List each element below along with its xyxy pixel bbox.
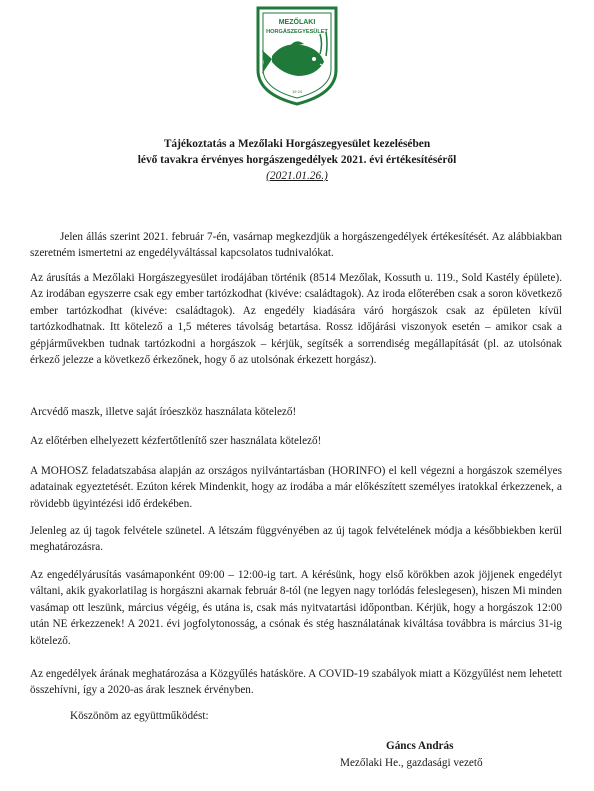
document-title xyxy=(40,136,554,184)
svg-text:19 24: 19 24 xyxy=(291,89,303,94)
fish-emblem-icon xyxy=(250,4,344,106)
signature-name: Gáncs András xyxy=(386,740,454,752)
paragraph-intro: Jelen állás szerint 2021. február 7-én, vasárnap megkezdjük a horgászengedélyek értékesítését. Az alábbiakban szeretném ismertetni az engedélyváltással kapcsolatos tudnivalókat. xyxy=(30,231,562,260)
signature-role: Mezőlaki He., gazdasági vezető xyxy=(340,757,483,769)
paragraph-mask-rule: Arcvédő maszk, illetve saját íróeszköz használata kötelező! xyxy=(30,406,297,418)
closing-line: Köszönöm az együttműködést: xyxy=(70,710,209,722)
association-logo xyxy=(250,4,344,106)
paragraph-location: Az árusítás a Mezőlaki Horgászegyesület irodájában történik (8514 Mezőlak, Kossuth u. 119., Sold Kastély épülete). Az irodában egyszerre csak egy ember tartózkodhat (kivéve: családtagok). Az iroda előterében csak a soron következő ember tartózkodhat (kivéve: családtagok). Az engedély kiadására váró horgászok csak az épületen kívül tartózkodhatnak. Itt kötelező a 1,5 méteres távolság betartása. Rossz időjárási viszonyok esetén – amikor csak a gépjárművekben tudnak tartózkodni a horgászok – kérjük, segítsék a sorrendiség megállapítását (pl. az utolsónak érkező jelezze a következő érkezőnek, hogy ő az utolsónak érkezett horgász). xyxy=(30,272,562,367)
paragraph-sanitizer-rule: Az előtérben elhelyezett kézfertőtlenítő szer használata kötelező! xyxy=(30,435,322,447)
svg-text:MEZŐLAKI: MEZŐLAKI xyxy=(278,19,316,26)
svg-text:HORGÁSZEGYESÜLET: HORGÁSZEGYESÜLET xyxy=(266,29,328,35)
paragraph-new-members: Jelenleg az új tagok felvétele szünetel. A létszám függvényében az új tagok felvételének módja a későbbiekben kerül meghatározásra. xyxy=(30,525,562,554)
paragraph-sales-hours: Az engedélyárusítás vasámaponként 09:00 – 12:00-ig tart. A kérésünk, hogy első körökben azok jöjjenek engedélyt váltani, akik gyakorlatilag is horgászni akarnak február 8-tól (ne legyen nagy torlódás feleslegesen), hiszen Mi minden vasámap ott leszünk, március végéig, és utána is, csak más nyitvatartási időpontban. Kérjük, hogy a horgászok 12:00 után NE érkezzenek! A 2021. évi jogfolytonosság, a csónak és stég használatának kiváltása továbbra is március 31-ig kötelező. xyxy=(30,569,562,647)
title-line-2: lévő tavakra érvényes horgászengedélyek 2021. évi értékesítéséről xyxy=(137,154,457,166)
title-line-1: Tájékoztatás a Mezőlaki Horgászegyesület kezelésében xyxy=(163,138,431,150)
title-date: (2021.01.26.) xyxy=(266,170,328,182)
paragraph-horinfo: A MOHOSZ feladatszabása alapján az országos nyilvántartásban (HORINFO) el kell végezni a horgászok személyes adatainak egyeztetését. Ezúton kérek Mindenkit, hogy az irodába a már előkészített személyes iratokkal érkezzenek, a rövidebb ügyintézési idő érdekében. xyxy=(30,465,562,510)
paragraph-prices: Az engedélyek árának meghatározása a Közgyűlés hatásköre. A COVID-19 szabályok miatt a Közgyűlést nem lehetett összehívni, így a 2020-as árak lesznek érvényben. xyxy=(30,668,562,697)
